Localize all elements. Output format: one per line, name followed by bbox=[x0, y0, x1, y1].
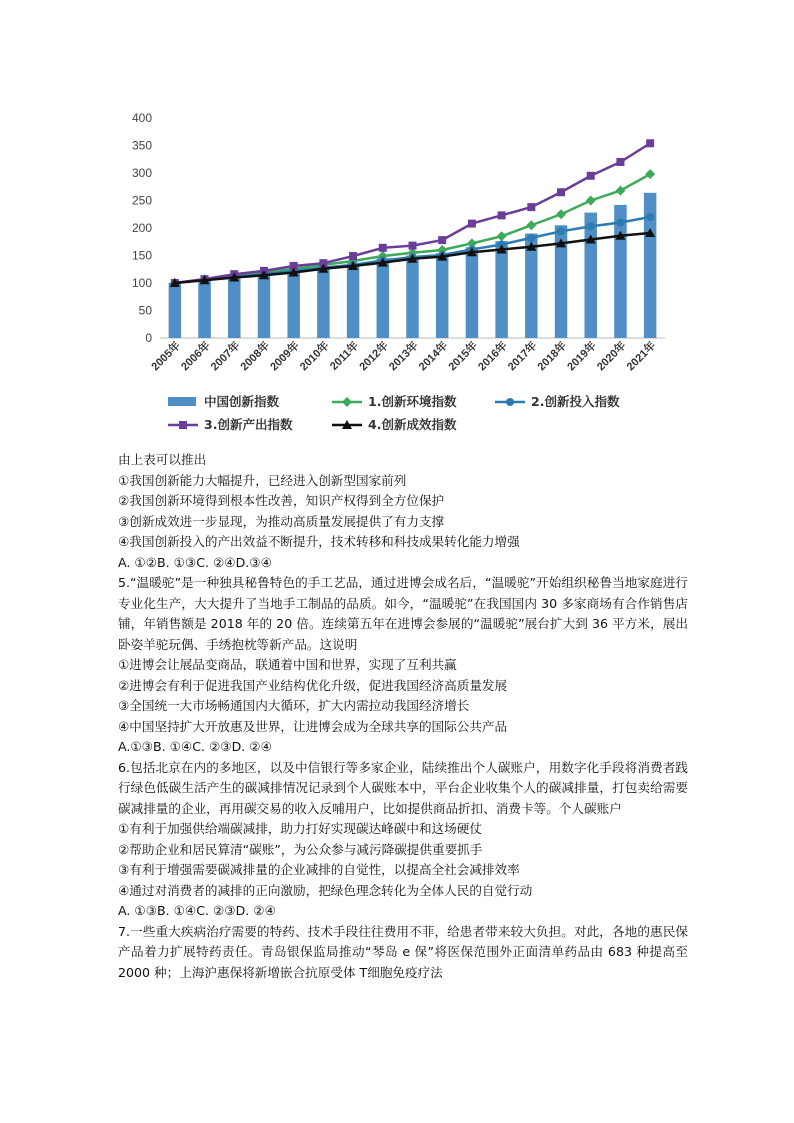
intro-line: 由上表可以推出 bbox=[118, 452, 207, 467]
point-s2-16 bbox=[646, 213, 654, 221]
q6-item: ②帮助企业和居民算清“碳账”，为公众参与减污降碳提供重要抓手 bbox=[118, 841, 483, 857]
x-tick-label: 2007年 bbox=[208, 339, 243, 374]
point-s1-13 bbox=[556, 209, 566, 219]
question-text bbox=[118, 450, 688, 983]
legend-label: 2.创新投入指数 bbox=[531, 394, 620, 409]
x-tick-label: 2019年 bbox=[565, 339, 599, 374]
x-tick-label: 2008年 bbox=[238, 339, 273, 374]
bar-2010年 bbox=[317, 267, 329, 339]
point-s3-12 bbox=[527, 203, 535, 211]
point-s3-15 bbox=[616, 158, 624, 166]
point-s1-11 bbox=[497, 231, 507, 241]
q5-stem: 5.“温暖驼”是一种独具秘鲁特色的手工艺品，通过进博会成名后，“温暖驼”开始组织秘鲁当地家庭进行专业化生产，大大提升了当地手工制品的品质。如今，“温暖驼”在我国国内 30 多家商场有合作销售店铺，年销售额是 2018 年的 20 倍。连续第五年在进博会参展的“温暖驼”展台扩大到 36 平方米，展出卧姿羊驼玩偶、手绣抱枕等新产品。这说明 bbox=[118, 575, 688, 652]
innovation-index-chart bbox=[110, 100, 690, 445]
q4-item: ①我国创新能力大幅提升，已经进入创新型国家前列 bbox=[118, 472, 407, 488]
legend-marker bbox=[179, 421, 187, 429]
y-tick-label: 200 bbox=[131, 221, 152, 235]
q6-stem: 6.包括北京在内的多地区，以及中信银行等多家企业，陆续推出个人碳账户，用数字化手段将消费者践行绿色低碳生活产生的碳减排情况记录到个人碳账本中，平台企业收集个人的碳减排量，打包卖给需要碳减排量的企业，再用碳交易的收入反哺用户，比如提供商品折扣、消费卡等。个人碳账户 bbox=[118, 759, 688, 816]
point-s3-9 bbox=[438, 236, 446, 244]
chart-svg bbox=[110, 100, 690, 445]
q5-item: ③全国统一大市场畅通国内大循环，扩大内需拉动我国经济增长 bbox=[118, 698, 470, 713]
x-tick-label: 2009年 bbox=[268, 339, 302, 374]
point-s3-8 bbox=[409, 242, 417, 250]
point-s1-12 bbox=[526, 220, 536, 230]
bar-2019年 bbox=[584, 213, 596, 338]
x-tick-label: 2014年 bbox=[416, 339, 451, 374]
x-tick-label: 2018年 bbox=[535, 339, 570, 374]
y-tick-label: 150 bbox=[131, 248, 152, 263]
point-s3-16 bbox=[646, 139, 654, 147]
x-tick-label: 2017年 bbox=[505, 339, 540, 374]
x-tick-label: 2011年 bbox=[328, 339, 362, 373]
point-s3-6 bbox=[349, 252, 357, 260]
point-s3-10 bbox=[468, 220, 476, 228]
point-s2-12 bbox=[527, 234, 535, 242]
legend-swatch bbox=[168, 397, 196, 406]
y-tick-label: 0 bbox=[145, 331, 152, 345]
y-tick-label: 300 bbox=[131, 166, 152, 180]
bar-2012年 bbox=[377, 258, 389, 338]
legend-label: 4.创新成效指数 bbox=[368, 417, 457, 432]
point-s1-15 bbox=[615, 186, 625, 196]
q4-item: ④我国创新投入的产出效益不断提升，技术转移和科技成果转化能力增强 bbox=[118, 534, 520, 549]
bar-2015年 bbox=[466, 247, 478, 338]
bar-2005年 bbox=[169, 283, 181, 338]
bar-2006年 bbox=[198, 279, 210, 338]
point-s3-13 bbox=[557, 188, 565, 196]
x-tick-label: 2016年 bbox=[476, 339, 510, 374]
x-tick-label: 2013年 bbox=[387, 339, 421, 374]
q5-item: ②进博会有利于促进我国产业结构优化升级，促进我国经济高质量发展 bbox=[118, 677, 508, 693]
x-tick-label: 2021年 bbox=[624, 339, 659, 374]
point-s3-14 bbox=[587, 172, 595, 180]
bar-2007年 bbox=[228, 276, 240, 338]
x-tick-label: 2020年 bbox=[594, 339, 629, 374]
legend-label: 1.创新环境指数 bbox=[368, 394, 457, 409]
bar-2016年 bbox=[495, 241, 507, 338]
point-s2-14 bbox=[587, 222, 595, 230]
bar-2011年 bbox=[347, 263, 359, 338]
x-tick-label: 2015年 bbox=[446, 339, 481, 374]
bar-2014年 bbox=[436, 253, 448, 338]
q6-item: ③有利于增强需要碳减排量的企业减排的自觉性，以提高全社会减排效率 bbox=[118, 862, 520, 877]
q5-item: ④中国坚持扩大开放惠及世界，让进博会成为全球共享的国际公共产品 bbox=[118, 718, 508, 734]
bar-2009年 bbox=[287, 270, 299, 338]
legend-label: 中国创新指数 bbox=[204, 394, 280, 409]
legend-marker bbox=[342, 397, 352, 407]
q6-item: ④通过对消费者的减排的正向激励，把绿色理念转化为全体人民的自觉行动 bbox=[118, 882, 533, 898]
chart-legend bbox=[168, 394, 620, 432]
point-s3-7 bbox=[379, 244, 387, 252]
point-s1-16 bbox=[645, 169, 655, 179]
q4-options: A. ①②B. ①③C. ②④D.③④ bbox=[118, 554, 272, 570]
q7-stem: 7.一些重大疾病治疗需要的特药、技术手段往往费用不菲，给患者带来较大负担。对此，各地的惠民保产品着力扩展特药责任。青岛银保监局推动“琴岛 e 保”将医保范围外正面清单药品由 683 种提高至 2000 种；上海沪惠保将新增嵌合抗原受体 T细胞免疫疗法 bbox=[118, 923, 688, 980]
y-tick-label: 350 bbox=[131, 138, 152, 153]
q6-options: A. ①③B. ①④C. ②③D. ②④ bbox=[118, 903, 276, 918]
q4-item: ②我国创新环境得到根本性改善，知识产权得到全方位保护 bbox=[118, 493, 445, 508]
q6-item: ①有利于加强供给端碳减排，助力打好实现碳达峰碳中和这场硬仗 bbox=[118, 821, 482, 836]
legend-marker bbox=[506, 398, 514, 406]
y-tick-label: 50 bbox=[138, 303, 152, 318]
q5-item: ①进博会让展品变商品，联通着中国和世界，实现了互利共赢 bbox=[118, 657, 457, 672]
legend-label: 3.创新产出指数 bbox=[204, 417, 293, 432]
x-tick-label: 2012年 bbox=[357, 339, 391, 374]
bar-2008年 bbox=[258, 274, 270, 338]
point-s2-15 bbox=[616, 219, 624, 227]
q4-item: ③创新成效进一步显现，为推动高质量发展提供了有力支撑 bbox=[118, 513, 445, 529]
x-tick-label: 2010年 bbox=[297, 339, 332, 374]
q5-options: A.①③B. ①④C. ②③D. ②④ bbox=[118, 739, 272, 754]
y-tick-label: 400 bbox=[131, 111, 152, 125]
bar-2013年 bbox=[406, 256, 418, 339]
point-s2-13 bbox=[557, 227, 565, 235]
point-s1-14 bbox=[586, 196, 596, 206]
point-s3-11 bbox=[498, 211, 506, 219]
y-tick-label: 250 bbox=[131, 193, 152, 208]
bar-series bbox=[169, 193, 657, 338]
y-tick-label: 100 bbox=[131, 276, 152, 290]
x-tick-label: 2006年 bbox=[179, 339, 213, 374]
x-tick-label: 2005年 bbox=[149, 339, 183, 374]
x-axis bbox=[148, 338, 658, 373]
